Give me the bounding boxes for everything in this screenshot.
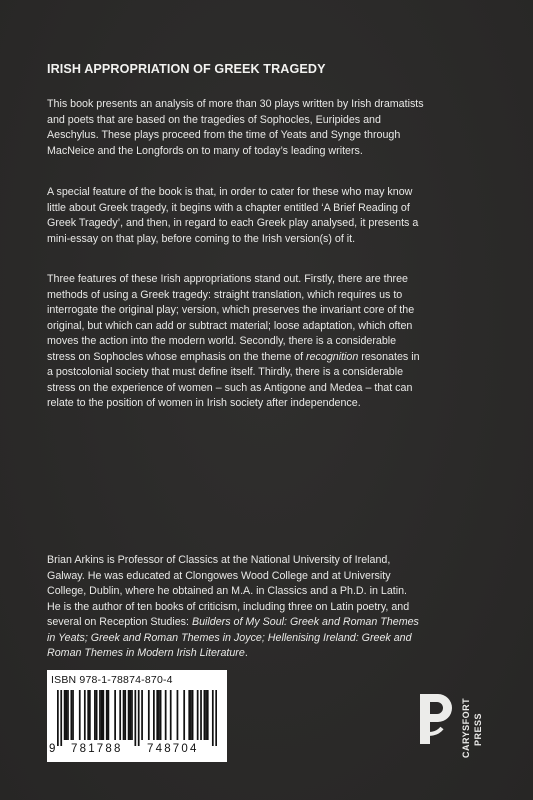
- bio-line: College, Dublin, where he obtained an M.A. in Classics and a Ph.D. in Latin.: [47, 585, 408, 597]
- p2-line: Greek Tragedy’, and then, in regard to each Greek play analysed, it presents a: [47, 217, 419, 229]
- publisher-name-line1: CARYSFORT: [461, 697, 471, 758]
- description-paragraph-1: [47, 97, 492, 159]
- p3-line: stress on the experience of women – such as Antigone and Medea – that can: [47, 381, 413, 394]
- barcode-bar: [134, 690, 136, 746]
- barcode-bar: [129, 690, 131, 740]
- barcode-bar: [160, 690, 162, 740]
- p1-line: Aeschylus. These plays proceed from the time of Yeats and Synge through: [47, 129, 401, 141]
- publisher-name: [457, 697, 487, 760]
- barcode-bar: [200, 690, 202, 740]
- p3-line: stress on Sophocles whose emphasis on the theme of: [47, 350, 307, 363]
- barcode-bar: [65, 690, 67, 740]
- barcode-bar: [190, 690, 192, 740]
- barcode-bar: [67, 690, 69, 740]
- barcode-bar: [128, 690, 130, 740]
- description-paragraph-2: [47, 185, 492, 247]
- barcode-bar: [131, 690, 133, 740]
- barcode-bar: [192, 690, 194, 740]
- bio-line: several on Reception Studies:: [47, 616, 192, 628]
- barcode-bar: [183, 690, 185, 740]
- barcode-digits-left: 781788: [71, 743, 123, 755]
- p1-line: and poets that are based on the tragedies of Sophocles, Euripides and: [47, 113, 381, 126]
- barcode-bar: [215, 690, 217, 746]
- barcode-bar: [79, 690, 81, 740]
- p2-line: mini-essay on that play, before coming to the Irish version(s) of it.: [47, 232, 356, 245]
- barcode-bar: [70, 690, 72, 740]
- description-paragraph-3: [47, 272, 492, 412]
- p3-line: original, but which can add or subtract material; loose adaptation, which often: [47, 319, 413, 332]
- barcode-digits-right: 748704: [147, 743, 199, 755]
- barcode-bar: [188, 690, 190, 740]
- bio-line: Galway. He was educated at Clongowes Wood College and at University: [47, 569, 391, 582]
- recognition-emphasis: recognition: [306, 350, 359, 363]
- bio-line: Brian Arkins is Professor of Classics at the National University of Ireland,: [47, 554, 391, 566]
- barcode-bar: [177, 690, 179, 740]
- bio-book-titles: Builders of My Soul: Greek and Roman Themes: [191, 616, 419, 628]
- book-title: IRISH APPROPRIATION OF GREEK TRAGEDY: [47, 62, 326, 76]
- author-bio: [47, 553, 492, 662]
- barcode-bar: [106, 690, 108, 740]
- p3-line: methods of using a Greek tragedy: straight translation, which requires us to: [47, 288, 403, 301]
- barcode-bar: [57, 690, 59, 746]
- bio-book-titles: Roman Themes in Modern Irish Literature: [47, 647, 245, 659]
- p3-line: moves the action into the modern world. Secondly, there is a considerable: [47, 335, 397, 347]
- carysfort-logo-icon: [412, 688, 454, 748]
- bio-line: .: [244, 647, 248, 659]
- barcode-bar: [204, 690, 206, 740]
- barcode-bar: [205, 690, 207, 740]
- barcode-bar: [124, 690, 126, 740]
- barcode-bar: [207, 690, 209, 740]
- barcode-bar: [197, 690, 199, 740]
- p3-line: relate to the position of women in Irish society after independence.: [47, 397, 361, 409]
- barcode-bar: [123, 690, 125, 740]
- barcode-bar: [153, 690, 155, 740]
- barcode-bars: [57, 690, 217, 746]
- bio-line: He is the author of ten books of criticism, including three on Latin poetry, and: [47, 600, 410, 613]
- barcode-bar: [84, 690, 86, 740]
- p3-line: resonates in: [358, 350, 420, 363]
- barcode-bar: [141, 690, 143, 740]
- isbn-label: ISBN 978-1-78874-870-4: [51, 674, 173, 686]
- p3-line: interrogate the original play; version, which preserves the invariant core of the: [47, 304, 415, 316]
- barcode-bar: [114, 690, 116, 740]
- barcode-bar: [87, 690, 89, 740]
- barcode-bar: [212, 690, 214, 746]
- barcode-bar: [64, 690, 66, 740]
- isbn-barcode: [47, 670, 227, 762]
- barcode-bar: [72, 690, 74, 740]
- publisher-name-line2: PRESS: [473, 712, 483, 746]
- p1-line: MacNeice and the Longfords on to many of today’s leading writers.: [47, 144, 363, 157]
- barcode-bar: [148, 690, 150, 740]
- p3-line: a postcolonial society that must define itself. Thirdly, there is a considerable: [47, 366, 404, 378]
- barcode-bar: [138, 690, 140, 746]
- barcode-bar: [60, 690, 62, 746]
- barcode-digit-first: 9: [49, 743, 56, 755]
- p3-line: Three features of these Irish appropriations stand out. Firstly, there are three: [47, 273, 408, 285]
- barcode-bar: [89, 690, 91, 740]
- p1-line: This book presents an analysis of more than 30 plays written by Irish dramatists: [47, 98, 424, 110]
- barcode-bar: [99, 690, 101, 740]
- barcode-bar: [170, 690, 172, 740]
- barcode-bar: [119, 690, 121, 740]
- barcode-bar: [156, 690, 158, 740]
- bio-book-titles: in Yeats; Greek and Roman Themes in Joyce; Hellenising Ireland: Greek and: [47, 631, 412, 644]
- barcode-bar: [96, 690, 98, 740]
- p2-line: A special feature of the book is that, in order to cater for these who may know: [47, 186, 413, 198]
- p2-line: little about Greek tragedy, it begins with a chapter entitled ‘A Brief Reading of: [47, 201, 410, 214]
- barcode-bar: [94, 690, 96, 740]
- barcode-bar: [108, 690, 110, 740]
- barcode-bar: [102, 690, 104, 740]
- barcode-bar: [158, 690, 160, 740]
- barcode-bar: [165, 690, 167, 740]
- barcode-bar: [101, 690, 103, 740]
